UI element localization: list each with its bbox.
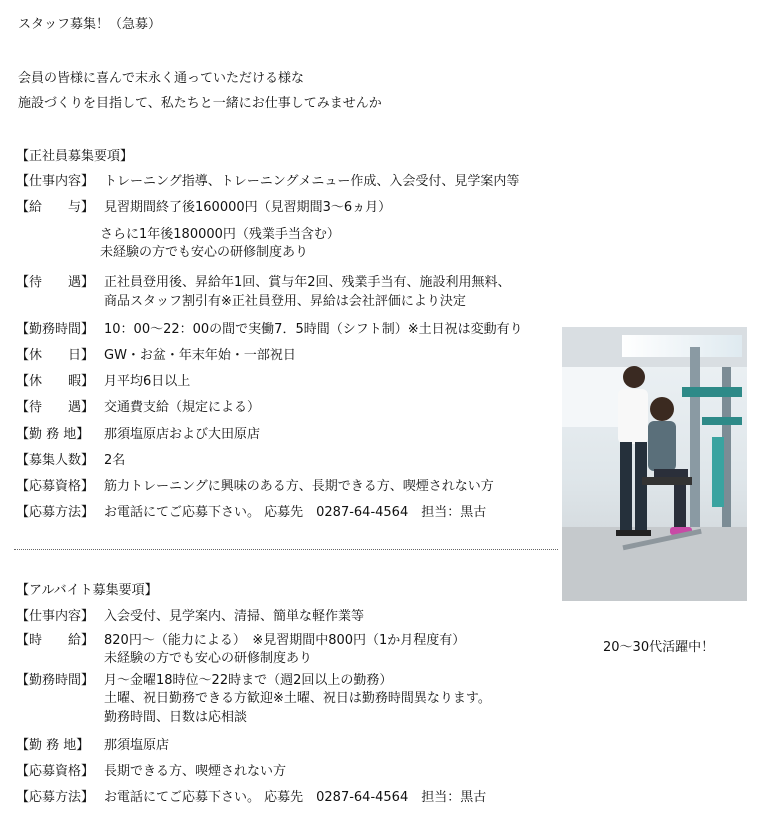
pt-value-job: 入会受付、見学案内、清掃、簡単な軽作業等	[104, 609, 365, 624]
gym-photo	[562, 327, 747, 601]
ft-label-hours: 【勤務時間】	[16, 322, 95, 337]
page-title: スタッフ募集！（急募）	[18, 17, 162, 32]
ft-label-benefits: 【待 遇】	[16, 275, 95, 290]
ft-salary-extra-1: さらに1年後180000円（残業手当含む）	[100, 227, 340, 242]
ft-value-job: トレーニング指導、トレーニングメニュー作成、入会受付、見学案内等	[104, 174, 520, 189]
parttime-heading: 【アルバイト募集要項】	[16, 583, 158, 598]
intro-line-2: 施設づくりを目指して、私たちと一緒にお仕事してみませんか	[18, 96, 382, 111]
ft-label-openings: 【募集人数】	[16, 453, 95, 468]
pt-value-wage-2: 未経験の方でも安心の研修制度あり	[104, 651, 313, 666]
ft-value-apply: お電話にてご応募下さい。 応募先 0287-64-4564 担当：黒古	[104, 505, 487, 520]
pt-label-hours: 【勤務時間】	[16, 673, 95, 688]
pt-value-qualifications: 長期できる方、喫煙されない方	[104, 764, 287, 779]
pt-value-location: 那須塩原店	[104, 738, 170, 753]
ft-salary-extra-2: 未経験の方でも安心の研修制度あり	[100, 245, 309, 260]
photo-caption: 20～30代活躍中！	[603, 640, 715, 655]
pt-label-location: 【勤 務 地】	[16, 738, 90, 753]
ft-label-allowance: 【待 遇】	[16, 400, 95, 415]
pt-value-apply: お電話にてご応募下さい。 応募先 0287-64-4564 担当：黒古	[104, 790, 487, 805]
pt-value-hours-3: 勤務時間、日数は応相談	[104, 710, 248, 725]
ft-label-qualifications: 【応募資格】	[16, 479, 95, 494]
intro-line-1: 会員の皆様に喜んで末永く通っていただける様な	[18, 71, 305, 86]
ft-value-allowance: 交通費支給（規定による）	[104, 400, 261, 415]
ft-label-location: 【勤 務 地】	[16, 427, 90, 442]
ft-value-qualifications: 筋力トレーニングに興味のある方、長期できる方、喫煙されない方	[104, 479, 494, 494]
fulltime-heading: 【正社員募集要項】	[16, 149, 134, 164]
pt-label-qualifications: 【応募資格】	[16, 764, 95, 779]
pt-label-job: 【仕事内容】	[16, 609, 95, 624]
ft-label-holidays: 【休 日】	[16, 348, 95, 363]
ft-value-location: 那須塩原店および大田原店	[104, 427, 261, 442]
ft-label-job: 【仕事内容】	[16, 174, 95, 189]
pt-label-wage: 【時 給】	[16, 633, 95, 648]
pt-value-wage-1: 820円～（能力による） ※見習期間中800円（1か月程度有）	[104, 633, 466, 648]
pt-label-apply: 【応募方法】	[16, 790, 95, 805]
ft-value-holidays: GW・お盆・年末年始・一部祝日	[104, 348, 296, 363]
ft-value-salary: 見習期間終了後160000円（見習期間3～6ヵ月）	[104, 200, 392, 215]
section-divider	[14, 549, 558, 550]
ft-value-benefits-2: 商品スタッフ割引有※正社員登用、昇給は会社評価により決定	[104, 294, 466, 309]
ft-label-salary: 【給 与】	[16, 200, 95, 215]
ft-value-benefits-1: 正社員登用後、昇給年1回、賞与年2回、残業手当有、施設利用無料、	[104, 275, 511, 290]
ft-value-openings: 2名	[104, 453, 126, 468]
ft-label-apply: 【応募方法】	[16, 505, 95, 520]
ft-value-hours: 10：00～22：00の間で実働7．5時間（シフト制）※土日祝は変動有り	[104, 322, 523, 337]
pt-value-hours-1: 月～金曜18時位～22時まで（週2回以上の勤務）	[104, 673, 393, 688]
ft-label-leave: 【休 暇】	[16, 374, 95, 389]
pt-value-hours-2: 土曜、祝日勤務できる方歓迎※土曜、祝日は勤務時間異なります。	[104, 691, 491, 706]
ft-value-leave: 月平均6日以上	[104, 374, 191, 389]
